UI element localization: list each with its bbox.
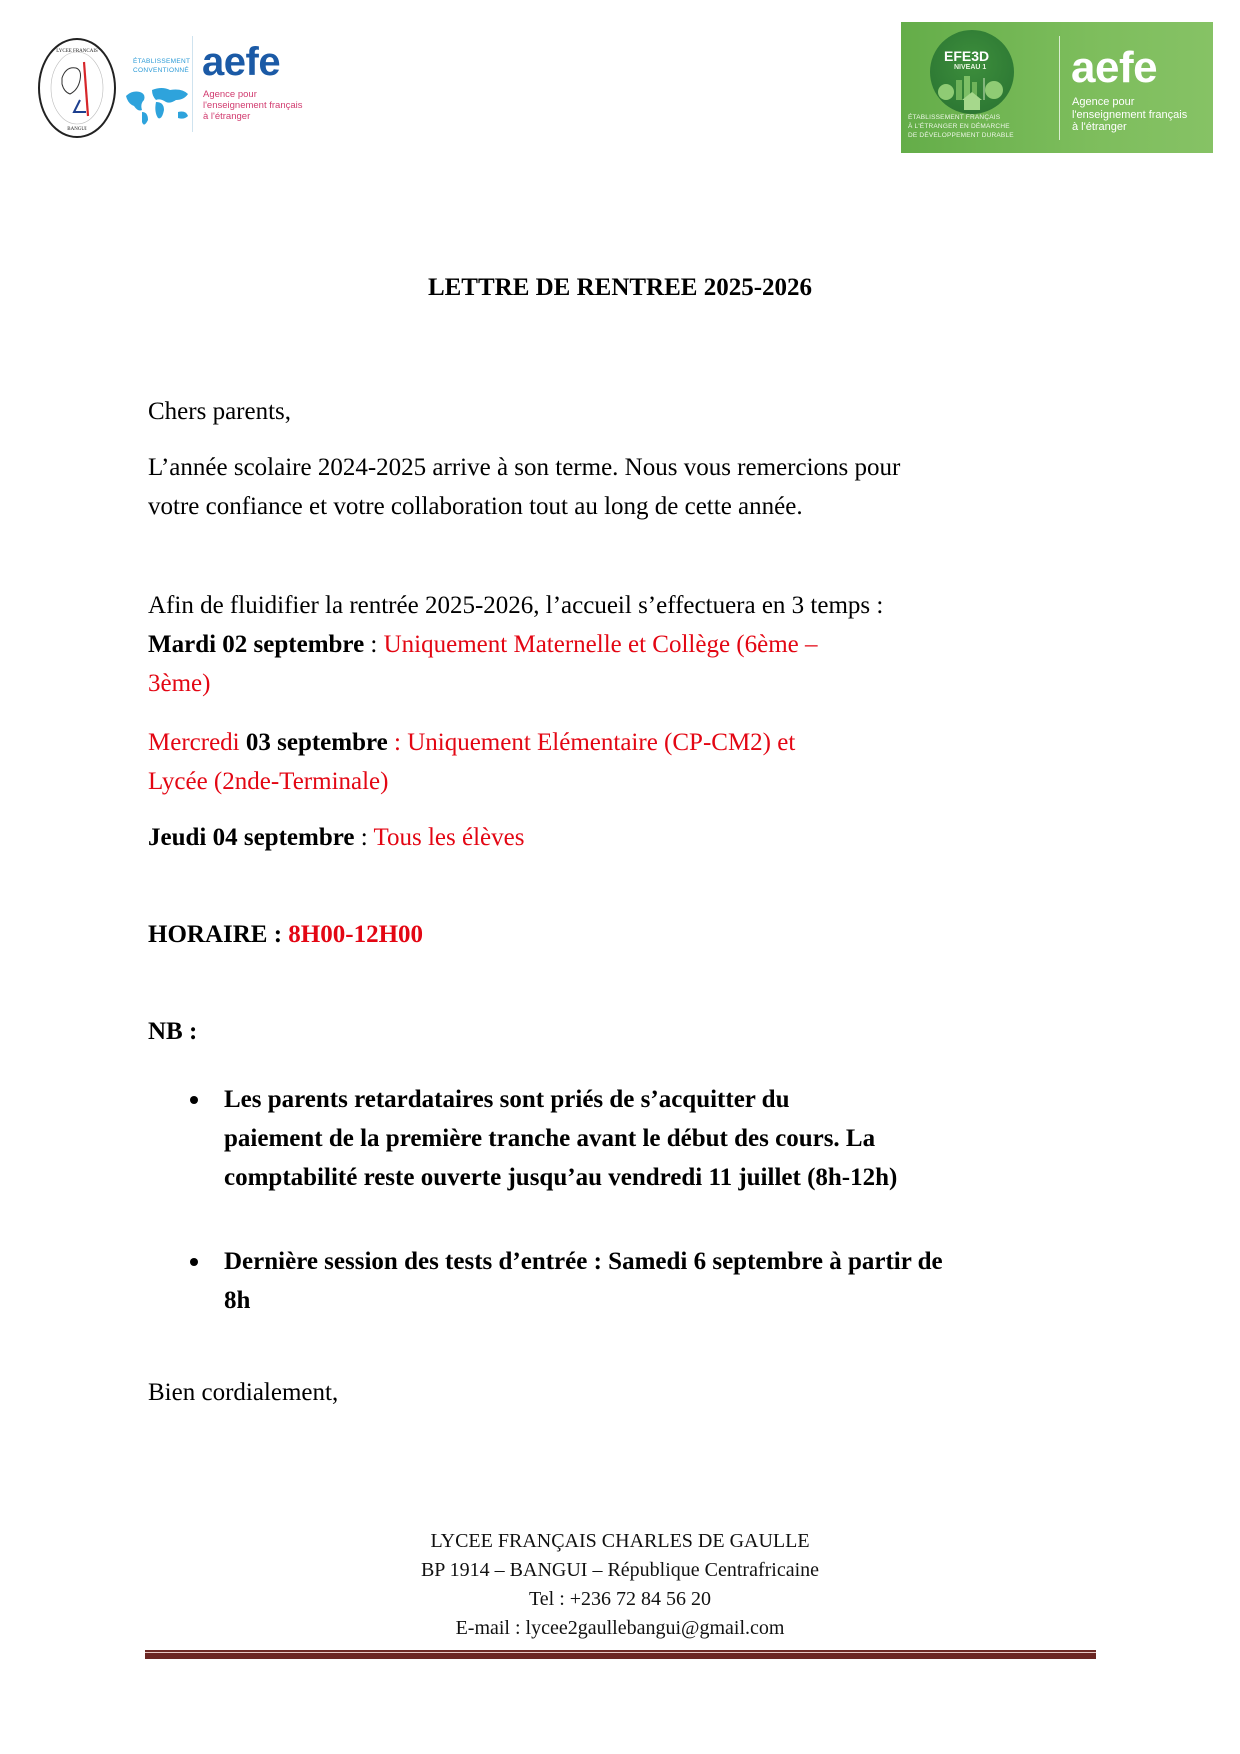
footer-school-name: LYCEE FRANÇAIS CHARLES DE GAULLE bbox=[430, 1530, 810, 1552]
footer-phone: Tel : +236 72 84 56 20 bbox=[528, 1588, 712, 1610]
schedule-item-mardi bbox=[148, 625, 1068, 703]
school-seal-logo bbox=[38, 38, 116, 138]
svg-text:LYCEE FRANCAIS: LYCEE FRANCAIS bbox=[56, 49, 98, 54]
conventionne-label bbox=[133, 57, 197, 75]
note-text bbox=[224, 1080, 1084, 1197]
footer-email[interactable]: E-mail : lycee2gaullebangui@gmail.com bbox=[455, 1617, 785, 1639]
schedule-day: Jeudi 04 septembre bbox=[148, 824, 355, 851]
bullet-icon bbox=[190, 1258, 198, 1266]
note-text bbox=[224, 1242, 1084, 1320]
schedule-detail-continued: Lycée (2nde-Terminale) bbox=[148, 768, 389, 795]
conventionne-label-line: ÉTABLISSEMENT bbox=[133, 58, 191, 65]
aefe-brand-logo-white: aefe bbox=[1071, 43, 1158, 92]
schedule-day-name: Mercredi bbox=[148, 729, 240, 756]
efe3d-level: NIVEAU 1 bbox=[954, 64, 987, 71]
closing: Bien cordialement, bbox=[148, 1379, 339, 1406]
svg-text:BANGUI: BANGUI bbox=[67, 127, 87, 132]
intro-paragraph bbox=[148, 448, 1068, 526]
footer-postal-address: BP 1914 – BANGUI – République Centrafricaine bbox=[420, 1559, 820, 1581]
aefe-tagline-white bbox=[1072, 96, 1187, 134]
aefe-tagline-line: Agence pour bbox=[1072, 96, 1135, 108]
aefe-tagline bbox=[203, 89, 303, 122]
sustainable-city-icon bbox=[932, 70, 1012, 112]
schedule-separator: : bbox=[387, 729, 408, 756]
nb-label: NB : bbox=[148, 1018, 198, 1045]
logo-divider bbox=[192, 36, 193, 132]
aefe-tagline-line: Agence pour bbox=[203, 89, 257, 100]
note-line: Dernière session des tests d’entrée : Samedi 6 septembre à partir de bbox=[224, 1248, 943, 1275]
footer-address bbox=[0, 1527, 1240, 1643]
schedule-separator: : bbox=[354, 824, 374, 851]
hours-label: HORAIRE : bbox=[148, 921, 289, 948]
note-line: Les parents retardataires sont priés de s’acquitter du bbox=[224, 1086, 790, 1113]
schedule-day-date: 03 septembre bbox=[245, 729, 388, 756]
schedule-intro: Afin de fluidifier la rentrée 2025-2026, l’accueil s’effectuera en 3 temps : bbox=[148, 592, 884, 619]
conventionne-label-line: CONVENTIONNÉ bbox=[133, 67, 189, 74]
document-title: LETTRE DE RENTREE 2025-2026 bbox=[427, 274, 813, 301]
schedule-separator: : bbox=[364, 631, 384, 658]
schedule-day: Mardi 02 septembre bbox=[148, 631, 365, 658]
schedule-detail: Uniquement Elémentaire (CP-CM2) et bbox=[407, 729, 796, 756]
schedule-detail-continued: 3ème) bbox=[148, 670, 211, 697]
schedule-detail: Tous les élèves bbox=[373, 824, 525, 851]
aefe-tagline-line: à l'étranger bbox=[1072, 121, 1127, 133]
aefe-tagline-line: l'enseignement français bbox=[203, 100, 303, 111]
seal-emblem-icon bbox=[40, 40, 114, 136]
footer-divider bbox=[145, 1650, 1096, 1659]
hours-line bbox=[148, 915, 1068, 954]
efe3d-description-line: À L'ÉTRANGER EN DÉMARCHE bbox=[908, 123, 1010, 130]
efe3d-description bbox=[908, 113, 1040, 140]
aefe-tagline-line: l'enseignement français bbox=[1072, 108, 1188, 121]
efe3d-title: EFE3D bbox=[944, 48, 990, 64]
note-line: comptabilité reste ouverte jusqu’au vendredi 11 juillet (8h-12h) bbox=[224, 1164, 898, 1191]
greeting: Chers parents, bbox=[148, 398, 292, 425]
efe3d-description-line: ÉTABLISSEMENT FRANÇAIS bbox=[908, 114, 1001, 121]
schedule-item-jeudi bbox=[148, 818, 1068, 857]
bullet-icon bbox=[190, 1096, 198, 1104]
hours-value: 8H00-12H00 bbox=[288, 921, 424, 948]
intro-line: votre confiance et votre collaboration tout au long de cette année. bbox=[148, 493, 803, 520]
aefe-brand-logo: aefe bbox=[202, 40, 281, 84]
schedule-item-mercredi bbox=[148, 723, 1068, 801]
efe3d-description-line: DE DÉVELOPPEMENT DURABLE bbox=[908, 132, 1014, 139]
aefe-tagline-line: à l'étranger bbox=[203, 111, 251, 122]
intro-line: L’année scolaire 2024-2025 arrive à son terme. Nous vous remercions pour bbox=[148, 454, 901, 481]
schedule-detail: Uniquement Maternelle et Collège (6ème – bbox=[383, 631, 818, 658]
world-map-icon bbox=[122, 82, 194, 130]
note-line: 8h bbox=[224, 1287, 251, 1314]
note-line: paiement de la première tranche avant le début des cours. La bbox=[224, 1125, 876, 1152]
banner-divider bbox=[1059, 36, 1060, 140]
